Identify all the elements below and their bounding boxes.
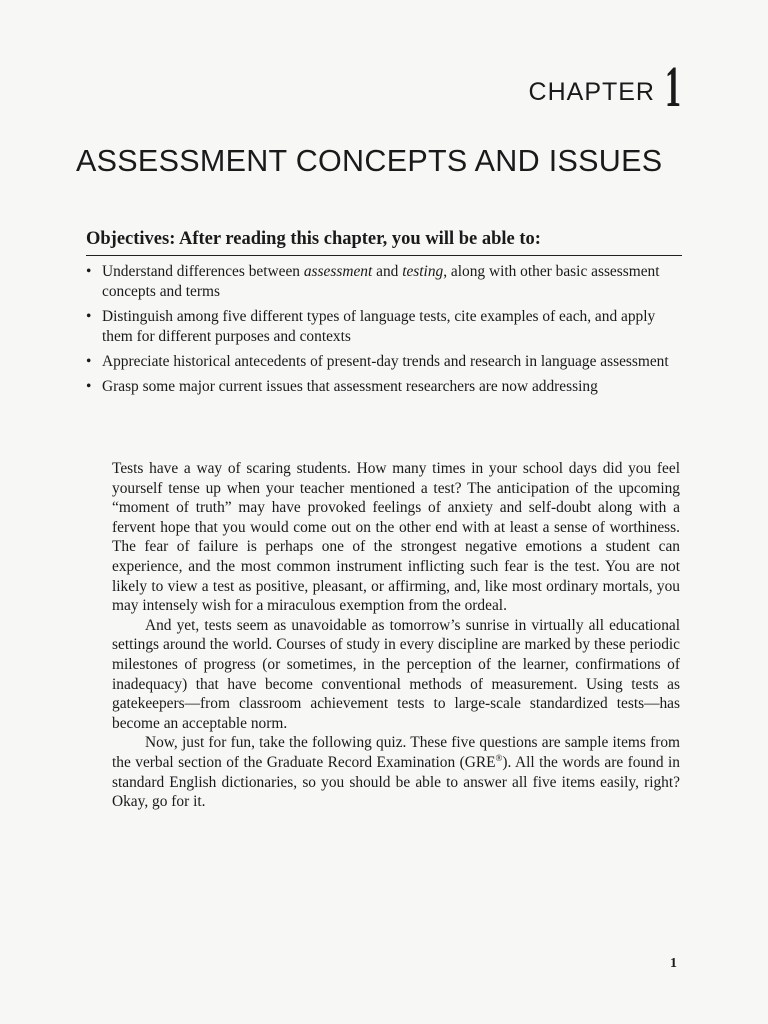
bullet-icon: • <box>86 353 92 370</box>
chapter-word: CHAPTER <box>528 78 655 107</box>
objectives-heading: Objectives: After reading this chapter, you will be able to: <box>86 228 682 256</box>
term-assessment: assessment <box>303 263 373 280</box>
bullet-icon: • <box>86 378 92 395</box>
body-paragraph-3: Now, just for fun, take the following quiz. These five questions are sample items from the verbal section of the Graduate Record Examination (GRE®). All the words are found in standard English dictionaries, so you should be able to answer all five items easily, right? Okay, go for it. <box>112 734 680 811</box>
objective-item: • Distinguish among five different types of language tests, cite examples of each, and apply them for different purposes and contexts <box>86 308 656 345</box>
chapter-title: ASSESSMENT CONCEPTS AND ISSUES <box>76 144 663 178</box>
objective-item: • Understand differences between assessment and testing, along with other basic assessment concepts and terms <box>86 263 660 300</box>
objective-item: • Grasp some major current issues that assessment researchers are now addressing <box>86 378 598 395</box>
body-paragraph-1: Tests have a way of scaring students. How many times in your school days did you feel yourself tense up when your teacher mentioned a test? The anticipation of the upcoming “moment of truth” may have provoked feelings of anxiety and self-doubt along with a fervent hope that you would come out on the other end with at least a sense of worthiness. The fear of failure is perhaps one of the strongest negative emotions a student can experience, and the most common instrument inflicting such fear is the test. You are not likely to view a test as positive, pleasant, or affirming, and, like most ordinary mortals, you may intensely wish for a miraculous exemption from the ordeal. <box>112 460 680 615</box>
term-testing: testing <box>402 263 444 280</box>
body-text <box>112 459 680 812</box>
body-paragraph-2: And yet, tests seem as unavoidable as tomorrow’s sunrise in virtually all educational settings around the world. Courses of study in every discipline are marked by these periodic milestones of progress (or sometimes, in the perception of the learner, confirmations of inadequacy) that have become conventional methods of measurement. Using tests as gatekeepers—from classroom achievement tests to large-scale standardized tests—has become an acceptable norm. <box>112 616 680 732</box>
bullet-icon: • <box>86 308 92 325</box>
objectives-list <box>86 262 686 402</box>
chapter-label <box>528 54 681 119</box>
chapter-number: 1 <box>665 54 681 119</box>
registered-mark: ® <box>495 752 503 763</box>
bullet-icon: • <box>86 263 92 280</box>
objective-item: • Appreciate historical antecedents of present-day trends and research in language assessment <box>86 353 669 370</box>
page-number: 1 <box>670 956 677 971</box>
